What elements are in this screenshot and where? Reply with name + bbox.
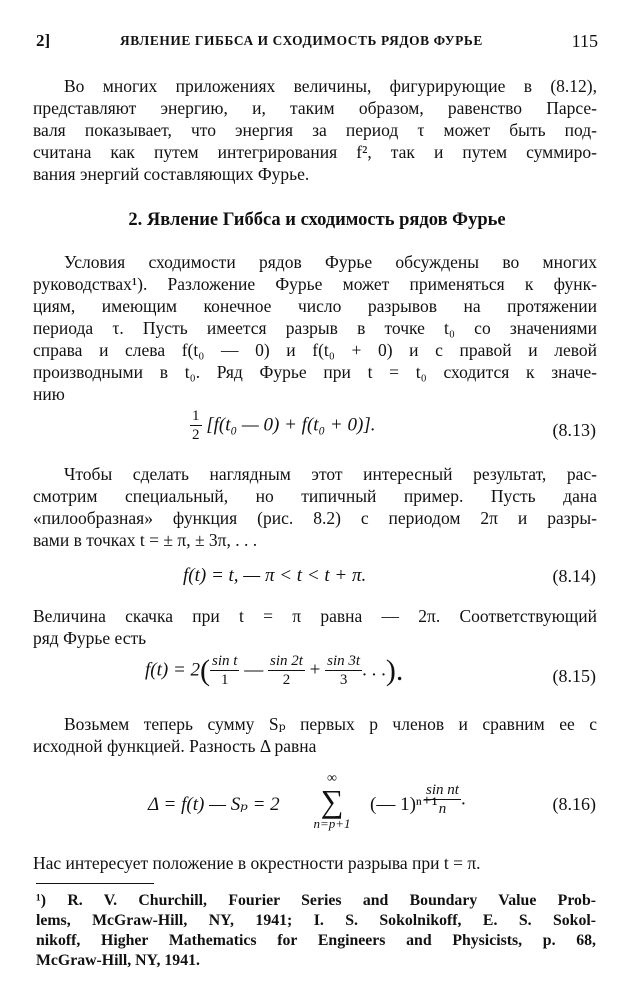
footnote (36, 891, 596, 971)
equation-body (145, 653, 403, 689)
equation-lhs: f(t) = 2 (145, 659, 201, 681)
fraction-denominator: 2 (282, 672, 291, 688)
equation-8-14 (0, 565, 634, 593)
text-line: Нас интересует положение в окрестности разрыва при t = π. (33, 853, 481, 873)
text-line: Возьмем теперь сумму Sₚ первых p членов и сравним ее с (64, 714, 597, 734)
paragraph-partial-sum (33, 713, 597, 757)
footnote-line: lems, McGraw-Hill, NY, 1941; I. S. Sokolnikoff, E. S. Sokol- (36, 912, 596, 929)
fraction-denominator: 1 (221, 672, 229, 688)
header-page-number: 115 (571, 31, 598, 51)
fraction (424, 782, 461, 818)
text-line: вами в точках t = ± π, ± 3π, . . . (33, 530, 258, 550)
fraction-denominator: 3 (339, 672, 348, 688)
paragraph-sawtooth (33, 463, 597, 551)
fraction-numerator: sin 2t (269, 653, 303, 669)
fraction-group: $\frac{\text{sin nt}}{n}$ . (426, 782, 466, 817)
operator: + (309, 659, 321, 681)
text-line: нию (33, 384, 65, 404)
fraction-denominator: 2 (192, 427, 200, 443)
operator: — (244, 659, 264, 681)
section-heading: 2. Явление Гиббса и сходимость рядов Фурье (128, 210, 506, 230)
running-header (36, 31, 598, 57)
sum-upper-limit: ∞ (327, 771, 337, 786)
header-section-number: 2] (36, 31, 51, 50)
text-line: справа и слева f(t₀ — 0) и f(t₀ + 0) и с правой и левой (33, 340, 597, 360)
paragraph-discontinuity (33, 852, 597, 874)
text-line: Величина скачка при t = π равна — 2π. Соответствующий (33, 606, 597, 626)
fraction (325, 653, 362, 689)
ellipsis: . . . (362, 659, 386, 681)
equation-8-13 (0, 408, 634, 452)
text-line: исходной функцией. Разность Δ равна (33, 736, 317, 756)
text-line: производными в t₀. Ряд Фурье при t = t₀ сходится к значе- (33, 362, 597, 382)
equation-text: [f(t₀ — 0) + f(t₀ + 0)]. (206, 414, 376, 436)
text-line: вания энергий составляющих Фурье. (33, 164, 310, 184)
sum-sign: ∑ (320, 783, 344, 819)
text-line: периода τ. Пусть имеется разрыв в точке t₀ со значениями (33, 318, 597, 338)
footnote-line: nikoff, Higher Mathematics for Engineers and Physicists, p. 68, (36, 932, 596, 949)
fraction (268, 653, 305, 689)
summation (304, 772, 360, 832)
footnote-line: ¹) R. V. Churchill, Fourier Series and Boundary Value Prob- (36, 892, 596, 909)
equation-number: (8.15) (552, 666, 596, 686)
left-paren: ( (200, 654, 211, 687)
footnote-line: McGraw-Hill, NY, 1941. (36, 952, 200, 969)
text-line: «пилообразная» функция (рис. 8.2) с периодом 2π и разры- (33, 508, 597, 528)
text-line: представляют энергию, и, таким образом, равенство Парсе- (33, 98, 597, 118)
equation-body (190, 408, 375, 444)
right-paren: ). (385, 654, 404, 687)
text-line: валя показывает, что энергия за период τ может быть под- (33, 120, 597, 140)
equation-lhs: Δ = f(t) — Sₚ = 2 (148, 794, 280, 815)
equation-number: (8.16) (552, 794, 596, 814)
fraction-numerator: 1 (192, 408, 200, 424)
header-title: ЯВЛЕНИЕ ГИББСА И СХОДИМОСТЬ РЯДОВ ФУРЬЕ (120, 33, 483, 48)
text-line: Чтобы сделать наглядным этот интересный результат, рас- (64, 464, 597, 484)
sum-lower-limit: n=p+1 (313, 816, 351, 831)
equation-8-15 (0, 653, 634, 701)
equation-number: (8.14) (552, 566, 596, 586)
footnote-divider (36, 883, 154, 884)
sign-term: (— 1)ⁿ⁺¹ (370, 794, 438, 815)
paragraph-convergence (33, 251, 597, 405)
fraction-numerator: sin 3t (327, 653, 361, 669)
fraction-denominator: n (438, 801, 447, 817)
fraction-numerator: sin nt (426, 782, 459, 798)
text-line: считана как путем интегрирования f², так и путем суммиро- (33, 142, 597, 162)
text-line: ряд Фурье есть (33, 628, 147, 648)
text-line: руководствах¹). Разложение Фурье может применяться к функ- (33, 274, 597, 294)
fraction-numerator: sin t (212, 653, 238, 669)
text-line: циям, имеющим конечное число разрывов на протяжении (33, 296, 597, 316)
text-line: Условия сходимости рядов Фурье обсуждены во многих (64, 252, 597, 272)
fraction (210, 653, 239, 689)
text-line: смотрим специальный, но типичный пример. Пусть дана (33, 486, 597, 506)
equation-8-16 (0, 772, 634, 838)
equation-text: f(t) = t, — π < t < t + π. (183, 565, 367, 586)
fraction (190, 408, 202, 444)
equation-number: (8.13) (552, 420, 596, 440)
paragraph-jump (33, 605, 597, 649)
text-line: Во многих приложениях величины, фигурирующие в (8.12), (64, 76, 597, 96)
paragraph-parseval (33, 75, 597, 185)
